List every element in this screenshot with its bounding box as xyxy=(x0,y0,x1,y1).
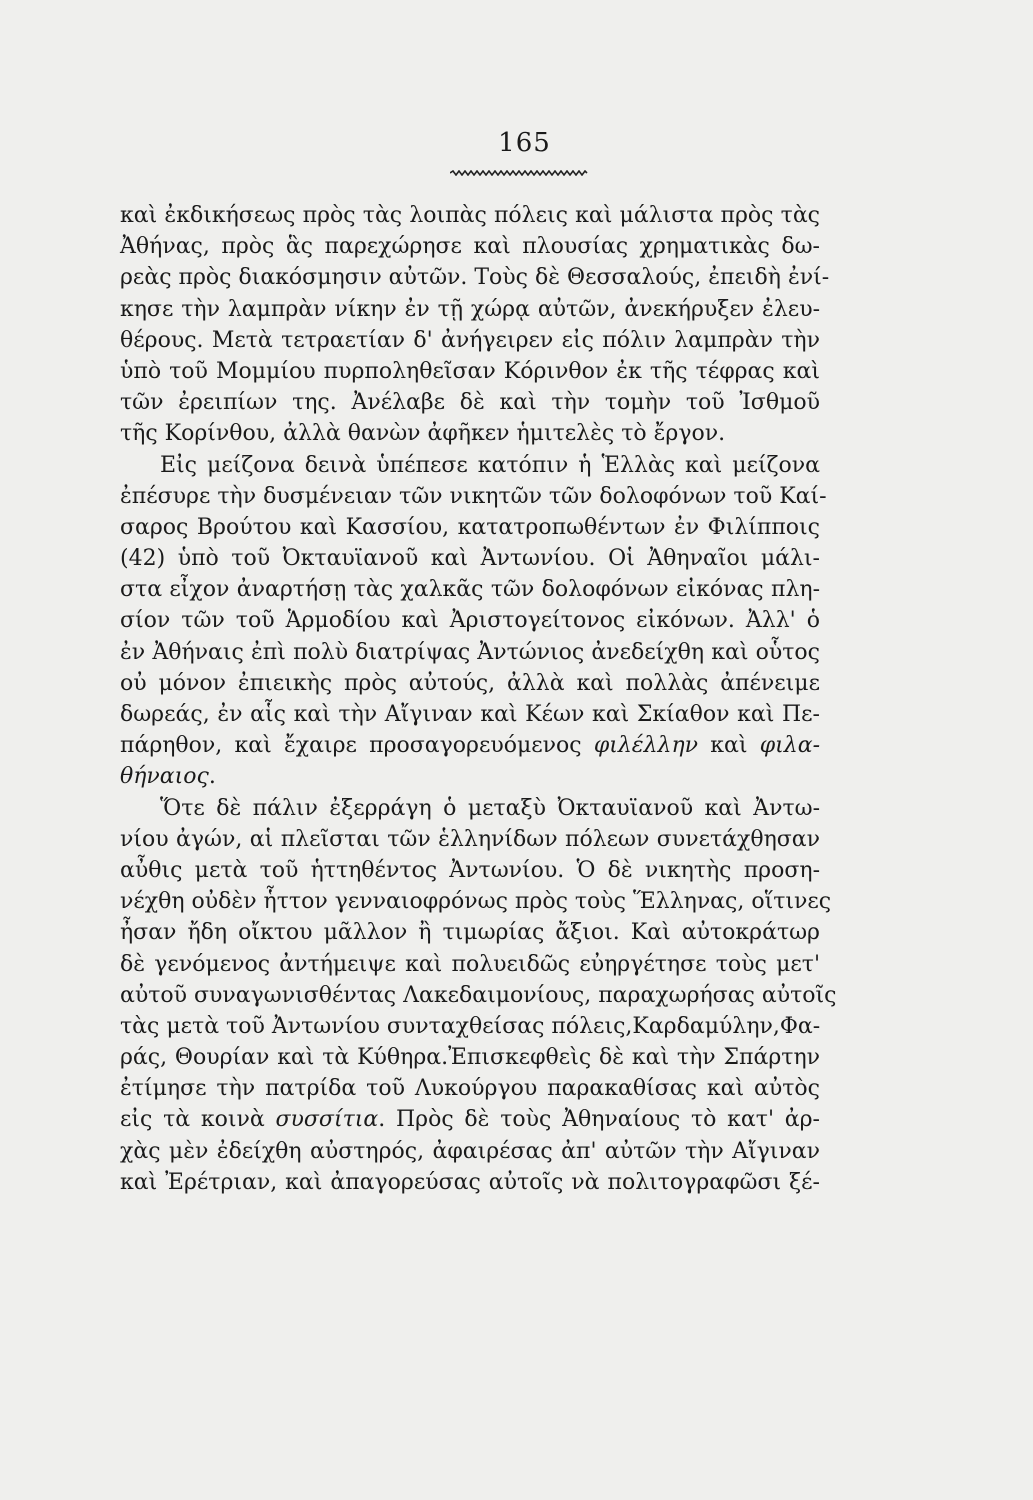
line-text: οὐ μόνον ἐπιεικὴς πρὸς αὐτούς, ἀλλὰ καὶ πολλὰς ἀπένειμε xyxy=(120,670,820,696)
line-text: αὖθις μετὰ τοῦ ἡττηθέντος Ἀντωνίου. Ὁ δὲ νικητὴς προση- xyxy=(120,857,820,883)
line-text: νίου ἀγών, αἱ πλεῖσται τῶν ἑλληνίδων πόλεων συνετάχθησαν xyxy=(120,826,820,852)
text-line xyxy=(120,917,820,948)
line-text: σαρος Βρούτου καὶ Κασσίου, κατατροπωθέντων ἐν Φιλίπποις xyxy=(120,514,820,540)
text-line xyxy=(120,730,820,761)
line-text: Ὅτε δὲ πάλιν ἐξερράγη ὁ μεταξὺ Ὀκταυϊανοῦ καὶ Ἀντω- xyxy=(160,795,820,821)
italic-term: συσσίτια xyxy=(275,1107,379,1133)
text-line xyxy=(120,200,820,231)
text-line xyxy=(120,637,820,668)
text-line xyxy=(120,574,820,605)
italic-term: φιλέλλην xyxy=(593,733,699,759)
line-text: Εἰς μείζονα δεινὰ ὑπέπεσε κατόπιν ἡ Ἑλλὰς καὶ μείζονα xyxy=(160,452,820,478)
line-text: ἦσαν ἤδη οἴκτου μᾶλλον ἢ τιμωρίας ἄξιοι. Καὶ αὐτοκράτωρ xyxy=(120,920,820,946)
line-text: ἐν Ἀθήναις ἐπὶ πολὺ διατρίψας Ἀντώνιος ἀνεδείχθη καὶ οὗτος xyxy=(120,639,820,665)
text-line xyxy=(120,980,837,1011)
line-text-after: . Πρὸς δὲ τοὺς Ἀθηναίους τὸ κατ' ἀρ- xyxy=(378,1107,820,1133)
line-text: τῶν ἐρειπίων της. Ἀνέλαβε δὲ καὶ τὴν τομὴν τοῦ Ἰσθμοῦ xyxy=(120,390,820,416)
text-line xyxy=(120,1167,820,1198)
text-line xyxy=(120,855,820,886)
text-line xyxy=(120,1104,820,1135)
line-text: θέρους. Μετὰ τετραετίαν δ' ἀνήγειρεν εἰς πόλιν λαμπρὰν τὴν xyxy=(120,327,820,353)
line-text: τῆς Κορίνθου, ἀλλὰ θανὼν ἀφῆκεν ἡμιτελὲς τὸ ἔργον. xyxy=(120,421,726,447)
text-line xyxy=(120,1011,820,1042)
line-text: σίον τῶν τοῦ Ἁρμοδίου καὶ Ἀριστογείτονος εἰκόνων. Ἀλλ' ὁ xyxy=(120,608,820,634)
decorative-rule xyxy=(450,170,590,176)
text-line xyxy=(120,949,820,980)
line-text: αὐτοῦ συναγωνισθέντας Λακεδαιμονίους, παραχωρήσας αὐτοῖς xyxy=(120,982,837,1008)
line-text: ρεὰς πρὸς διακόσμησιν αὐτῶν. Τοὺς δὲ Θεσσαλούς, ἐπειδὴ ἐνί- xyxy=(120,265,830,291)
line-text: πάρηθον, καὶ ἔχαιρε προσαγορευόμενος xyxy=(120,733,582,759)
text-line xyxy=(120,761,820,792)
line-text: στα εἶχον ἀναρτήσῃ τὰς χαλκᾶς τῶν δολοφόνων εἰκόνας πλη- xyxy=(120,577,820,603)
line-text: ἐτίμησε τὴν πατρίδα τοῦ Λυκούργου παρακαθίσας καὶ αὐτὸς xyxy=(120,1076,820,1102)
text-line xyxy=(120,325,820,356)
text-line xyxy=(120,824,820,855)
italic-term: φιλα- xyxy=(759,733,820,759)
line-text: ἐπέσυρε τὴν δυσμένειαν τῶν νικητῶν τῶν δολοφόνων τοῦ Καί- xyxy=(120,483,827,509)
line-text: τὰς μετὰ τοῦ Ἀντωνίου συνταχθείσας πόλεις,Καρδαμύλην,Φα- xyxy=(120,1013,821,1039)
line-text: εἰς τὰ κοινὰ xyxy=(120,1107,265,1133)
text-line xyxy=(120,262,830,293)
line-text: δὲ γενόμενος ἀντήμειψε καὶ πολυειδῶς εὐηργέτησε τοὺς μετ' xyxy=(120,951,820,977)
body-text xyxy=(120,200,837,1198)
text-line xyxy=(120,450,820,481)
line-text: (42) ὑπὸ τοῦ Ὀκταυϊανοῦ καὶ Ἀντωνίου. Οἱ Ἀθηναῖοι μάλι- xyxy=(120,546,820,572)
line-text: ράς, Θουρίαν καὶ τὰ Κύθηρα.Ἐπισκεφθεὶς δὲ καὶ τὴν Σπάρτην xyxy=(120,1045,820,1071)
text-line xyxy=(120,1136,820,1167)
line-text: χὰς μὲν ἐδείχθη αὐστηρός, ἀφαιρέσας ἀπ' αὐτῶν τὴν Αἴγιναν xyxy=(120,1138,820,1164)
line-text-after: . xyxy=(208,764,216,790)
line-text: καὶ Ἐρέτριαν, καὶ ἀπαγορεύσας αὐτοῖς νὰ πολιτογραφῶσι ξέ- xyxy=(120,1169,820,1195)
text-line xyxy=(120,668,820,699)
line-text: νέχθη οὐδὲν ἧττον γενναιοφρόνως πρὸς τοὺς Ἕλληνας, οἵτινες xyxy=(120,889,832,915)
text-line xyxy=(120,1042,820,1073)
text-line xyxy=(120,512,820,543)
line-text: καὶ ἐκδικήσεως πρὸς τὰς λοιπὰς πόλεις καὶ μάλιστα πρὸς τὰς xyxy=(120,203,820,228)
text-line xyxy=(120,1073,820,1104)
line-text: Ἀθήνας, πρὸς ἃς παρεχώρησε καὶ πλουσίας χρηματικὰς δω- xyxy=(120,234,820,260)
line-text: δωρεάς, ἐν αἷς καὶ τὴν Αἴγιναν καὶ Κέων καὶ Σκίαθον καὶ Πε- xyxy=(120,702,820,727)
text-line xyxy=(120,886,832,917)
text-line xyxy=(120,605,820,636)
line-text: ὑπὸ τοῦ Μομμίου πυρποληθεῖσαν Κόρινθον ἐκ τῆς τέφρας καὶ xyxy=(120,358,820,384)
text-line xyxy=(120,543,820,574)
text-line xyxy=(120,387,820,418)
line-text-after: καὶ xyxy=(698,733,748,759)
text-line xyxy=(120,294,820,325)
text-line xyxy=(120,356,820,387)
text-line xyxy=(120,699,820,730)
text-line xyxy=(120,418,820,449)
text-line xyxy=(120,481,827,512)
text-line xyxy=(120,793,820,824)
italic-term: θήναιος xyxy=(120,764,209,790)
line-text: κησε τὴν λαμπρὰν νίκην ἐν τῇ χώρᾳ αὐτῶν, ἀνεκήρυξεν ἐλευ- xyxy=(120,296,820,322)
page-number: 165 xyxy=(498,128,551,158)
text-line xyxy=(120,231,820,262)
